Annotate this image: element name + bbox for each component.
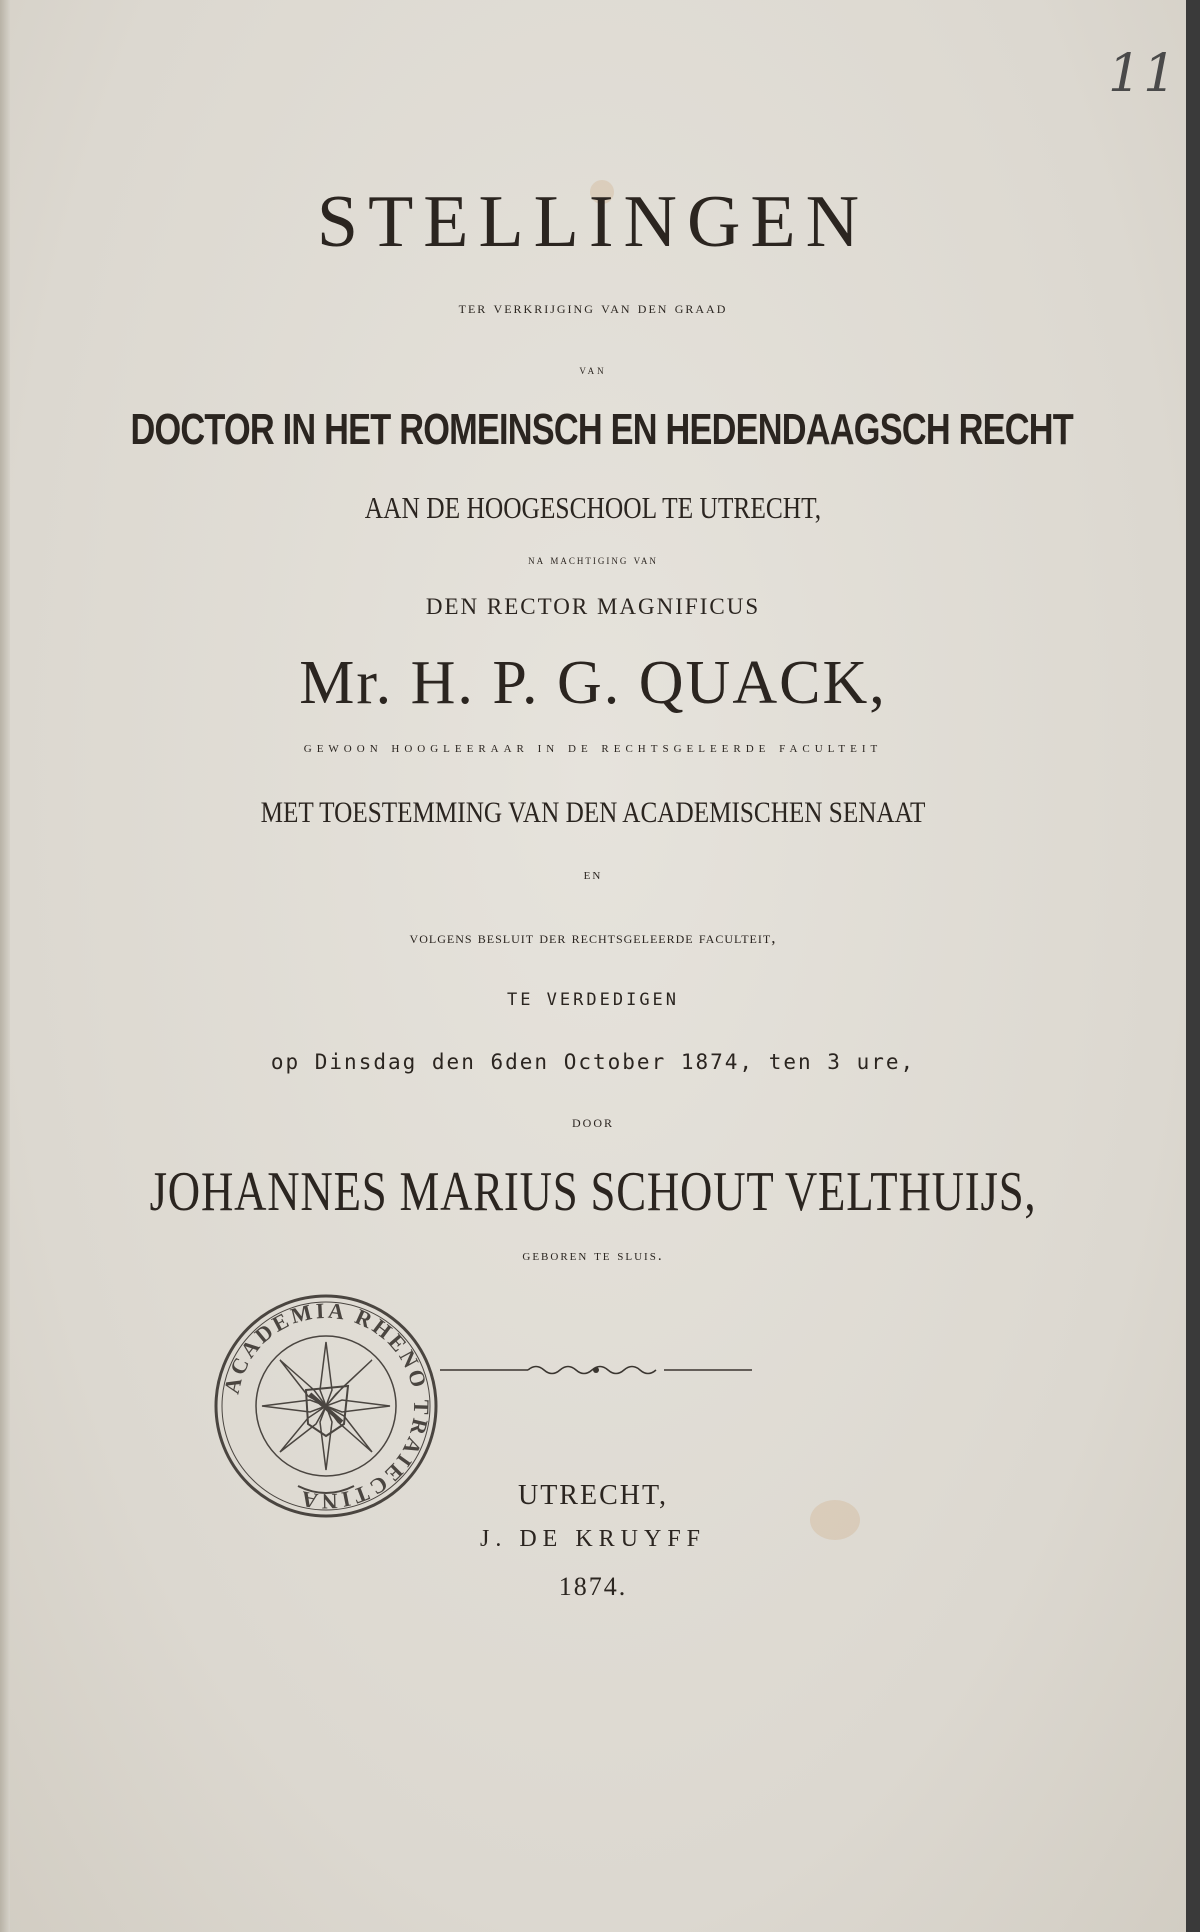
rector-title: DEN RECTOR MAGNIFICUS [425, 594, 761, 619]
institution-line: AAN DE HOOGESCHOOL TE UTRECHT, [364, 490, 822, 525]
en-line: EN [583, 870, 603, 882]
birthplace: geboren te sluis. [522, 1248, 664, 1264]
defense-date: op Dinsdag den 6den October 1874, ten 3 ure, [270, 1050, 916, 1074]
senate-consent: MET TOESTEMMING VAN DEN ACADEMISCHEN SENAAT [260, 796, 926, 829]
handwritten-page-number: 11 [1108, 44, 1179, 104]
door-line: DOOR [571, 1116, 614, 1130]
degree-title: DOCTOR IN HET ROMEINSCH EN HEDENDAAGSCH RECHT [130, 405, 1073, 454]
page-spine-shadow [0, 0, 10, 1932]
van-line: van [579, 362, 607, 377]
publisher-name: J. DE KRUYFF [479, 1526, 707, 1552]
author-name: JOHANNES MARIUS SCHOUT VELTHUIJS, [149, 1161, 1037, 1223]
rector-role: gewoon hoogleeraar in de rechtsgeleerde faculteit [303, 740, 883, 756]
te-verdedigen: TE VERDEDIGEN [506, 990, 680, 1010]
svg-text:ACADEMIA RHENO TRAIECTINA: ACADEMIA RHENO TRAIECTINA [218, 1297, 435, 1515]
imprint-city: UTRECHT, [517, 1480, 669, 1511]
rector-name: Mr. H. P. G. QUACK, [299, 649, 887, 717]
decorative-rule [440, 1360, 752, 1380]
faculty-decision: volgens besluit der rechtsgeleerde faculteit, [409, 928, 777, 947]
subtitle: ter verkrijging van den graad [458, 298, 728, 317]
authorization-line: na machtiging van [528, 552, 658, 567]
document-title: STELLINGEN [316, 181, 870, 263]
publication-year: 1874. [558, 1572, 628, 1601]
